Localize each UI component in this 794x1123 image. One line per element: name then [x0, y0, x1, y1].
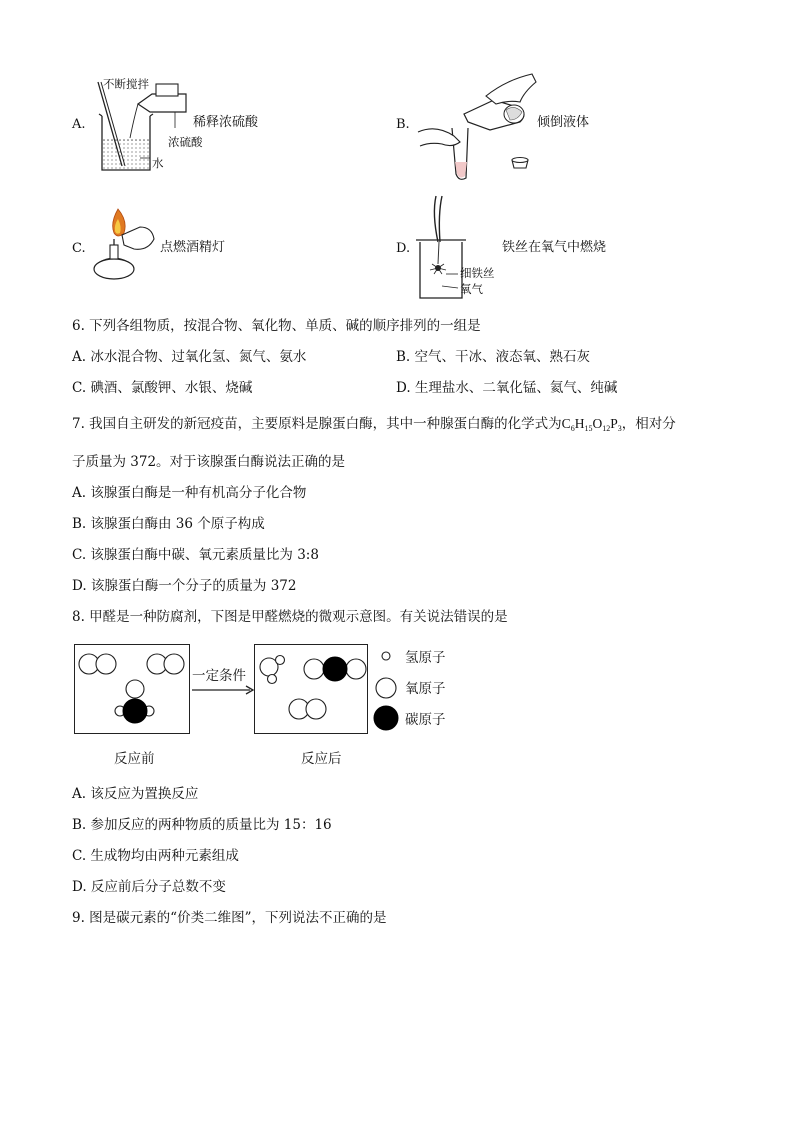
question-8-stem: 8. 甲醛是一种防腐剂，下图是甲醛燃烧的微观示意图。有关说法错误的是	[72, 609, 508, 625]
option-c-letter: C.	[72, 241, 86, 256]
question-6-option-c: C. 碘酒、氯酸钾、水银、烧碱	[72, 380, 253, 396]
oxygen-atom	[96, 654, 116, 674]
formula-o-count: 12	[602, 424, 611, 433]
formula-h-count: 15	[584, 424, 593, 433]
question-6-stem: 6. 下列各组物质，按混合物、氧化物、单质、碱的顺序排列的一组是	[72, 318, 481, 334]
formula-p: P	[610, 416, 618, 431]
question-7-stem-start: 7. 我国自主研发的新冠疫苗，主要原料是腺蛋白酶，其中一种腺蛋白酶的化学式为	[72, 416, 562, 432]
before-molecules	[75, 645, 189, 733]
question-8-option-d: D. 反应前后分子总数不变	[72, 879, 226, 895]
before-reaction-box	[74, 644, 190, 734]
hydrogen-atom	[276, 656, 285, 665]
question-7-stem-line1	[72, 416, 676, 434]
question-7-stem-end: ，相对分	[621, 416, 676, 432]
legend-hydrogen: 氢原子	[405, 650, 446, 666]
chemical-formula	[562, 416, 622, 431]
oxygen-atom	[346, 659, 366, 679]
option-a-caption: 稀释浓硫酸	[193, 115, 259, 130]
water-label: 水	[152, 156, 164, 170]
oxygen-atom	[304, 659, 324, 679]
before-caption: 反应前	[114, 751, 155, 767]
stir-label: 不断搅拌	[103, 77, 149, 91]
oxygen-atom	[306, 699, 326, 719]
dilution-apparatus-illustration	[90, 78, 200, 178]
option-d-letter: D.	[396, 241, 411, 256]
question-9-stem: 9. 图是碳元素的“价类二维图”，下列说法不正确的是	[72, 910, 387, 926]
hydrogen-atom-key	[382, 652, 390, 660]
formula-h: H	[574, 416, 585, 431]
hydrogen-atom	[268, 675, 277, 684]
alcohol-lamp-illustration	[88, 205, 168, 285]
option-d-caption: 铁丝在氧气中燃烧	[502, 240, 607, 255]
question-7-option-d: D. 该腺蛋白酶一个分子的质量为 372	[72, 578, 297, 594]
question-7-option-c: C. 该腺蛋白酶中碳、氧元素质量比为 3:8	[72, 547, 319, 563]
oxygen-atom	[126, 680, 144, 698]
question-7-option-a: A. 该腺蛋白酶是一种有机高分子化合物	[72, 485, 307, 501]
oxygen-atom-key	[376, 678, 396, 698]
after-caption: 反应后	[301, 751, 342, 767]
question-8-option-b: B. 参加反应的两种物质的质量比为 15：16	[72, 817, 332, 833]
oxygen-label: 氧气	[460, 282, 483, 296]
question-7-option-b: B. 该腺蛋白酶由 36 个原子构成	[72, 516, 265, 532]
atom-legend-symbols	[372, 648, 404, 734]
question-7-stem-line2: 子质量为 372。对于该腺蛋白酶说法正确的是	[72, 454, 346, 470]
carbon-atom	[323, 657, 347, 681]
carbon-atom	[123, 699, 147, 723]
question-8-option-c: C. 生成物均由两种元素组成	[72, 848, 239, 864]
reaction-arrow	[190, 684, 256, 696]
option-c-caption: 点燃酒精灯	[160, 240, 226, 255]
after-reaction-box	[254, 644, 368, 734]
formula-o: O	[592, 416, 603, 431]
option-a-letter: A.	[72, 117, 86, 132]
question-6-option-a: A. 冰水混合物、过氧化氢、氮气、氨水	[72, 349, 307, 365]
legend-oxygen: 氧原子	[405, 681, 446, 697]
option-b-letter: B.	[396, 117, 410, 132]
condition-label: 一定条件	[192, 668, 246, 684]
formula-c: C	[561, 416, 571, 431]
carbon-atom-key	[374, 706, 398, 730]
question-6-option-b: B. 空气、干冰、液态氧、熟石灰	[396, 349, 591, 365]
formula-c-count: 6	[570, 424, 575, 433]
oxygen-atom	[164, 654, 184, 674]
pouring-liquid-illustration	[416, 70, 541, 185]
option-b-caption: 倾倒液体	[537, 115, 590, 130]
after-molecules	[255, 645, 367, 733]
acid-label: 浓硫酸	[168, 135, 203, 149]
formula-p-count: 3	[617, 424, 622, 433]
legend-carbon: 碳原子	[405, 712, 446, 728]
iron-wire-label: 细铁丝	[460, 266, 495, 280]
question-8-option-a: A. 该反应为置换反应	[72, 786, 199, 802]
question-6-option-d: D. 生理盐水、二氧化锰、氦气、纯碱	[396, 380, 618, 396]
